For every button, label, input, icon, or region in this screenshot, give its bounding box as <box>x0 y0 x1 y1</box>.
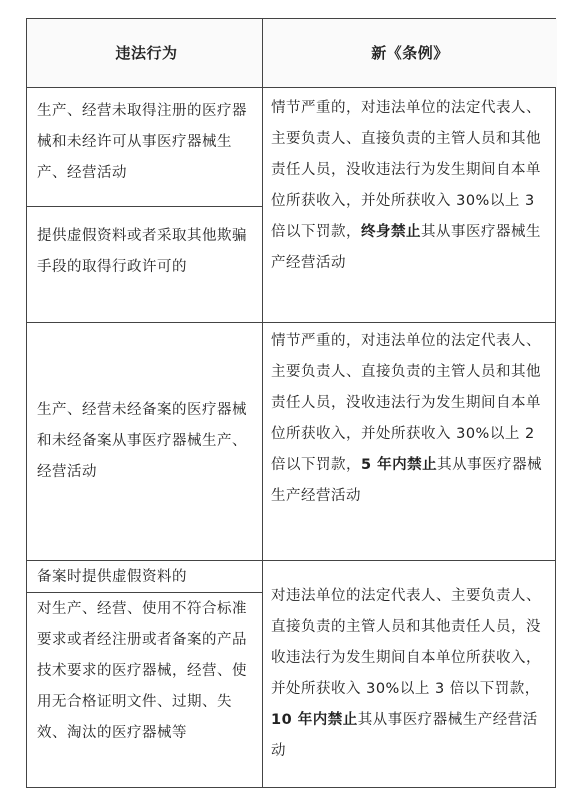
header-regulation: 新《条例》 <box>263 19 557 87</box>
header-divider <box>27 87 555 88</box>
header-violation: 违法行为 <box>27 19 262 87</box>
row2-penalty: 情节严重的，对违法单位的法定代表人、主要负责人、直接负责的主管人员和其他责任人员，没收违法行为发生期间自本单位所获收入，并处所获收入 30%以上 2 倍以下罚款，5 年内禁止其从事医疗器械生产经营活动 <box>271 333 543 504</box>
row1-sub-divider <box>27 206 262 207</box>
row3-violation-a: 备案时提供虚假资料的 <box>37 569 187 585</box>
row3-violation-b: 对生产、经营、使用不符合标准要求或者经注册或者备案的产品技术要求的医疗器械，经营、使用无合格证明文件、过期、失效、淘汰的医疗器械等 <box>37 601 247 741</box>
row3-ban-term: 10 年内禁止 <box>271 712 358 728</box>
row1-ban-term: 终身禁止 <box>361 224 421 240</box>
row1-violation-b: 提供虚假资料或者采取其他欺骗手段的取得行政许可的 <box>37 228 247 275</box>
penalty-table <box>26 18 556 788</box>
row2-violation: 生产、经营未经备案的医疗器械和未经备案从事医疗器械生产、经营活动 <box>37 401 247 480</box>
row3-penalty: 对违法单位的法定代表人、主要负责人、直接负责的主管人员和其他责任人员，没收违法行为发生期间自本单位所获收入，并处所获收入 30%以上 3 倍以下罚款，10 年内禁止其从事医疗器械生产经营活动 <box>271 588 541 759</box>
row3-sub-divider <box>27 592 262 593</box>
row1-violation-a: 生产、经营未取得注册的医疗器械和未经许可从事医疗器械生产、经营活动 <box>37 103 247 181</box>
row1-penalty: 情节严重的，对违法单位的法定代表人、主要负责人、直接负责的主管人员和其他责任人员，没收违法行为发生期间自本单位所获收入，并处所获收入 30%以上 3 倍以下罚款，终身禁止其从事医疗器械生产经营活动 <box>271 100 541 271</box>
row2-ban-term: 5 年内禁止 <box>361 457 438 473</box>
